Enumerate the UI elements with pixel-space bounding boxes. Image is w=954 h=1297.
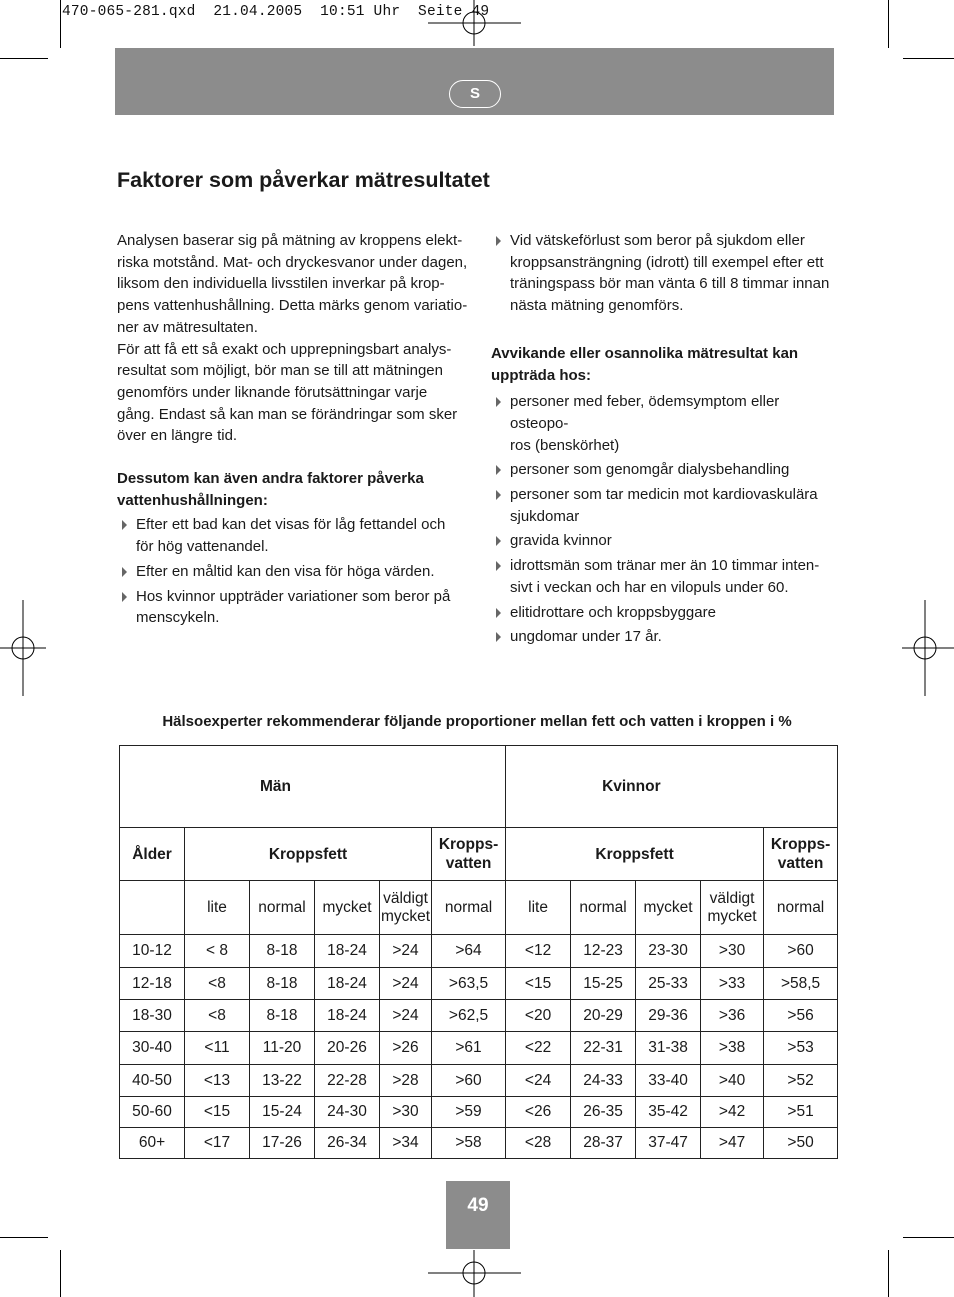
- fat-water-table: [119, 745, 838, 1159]
- table-row: [120, 1032, 838, 1065]
- subheader-very-high: väldigt mycket: [701, 881, 764, 935]
- value-cell: >42: [701, 1097, 764, 1128]
- age-cell: 18-30: [120, 1000, 185, 1032]
- value-cell: >40: [701, 1065, 764, 1097]
- bullet-triangle-icon: [496, 536, 501, 546]
- value-cell: >51: [764, 1097, 838, 1128]
- value-cell: 8-18: [250, 935, 315, 968]
- language-badge: S: [449, 80, 501, 108]
- value-cell: >63,5: [432, 968, 506, 1000]
- bullet-triangle-icon: [122, 592, 127, 602]
- value-cell: >30: [380, 1097, 432, 1128]
- subheader-water-normal: normal: [432, 881, 506, 935]
- age-header: Ålder: [120, 828, 185, 881]
- list-item: idrottsmän som tränar mer än 10 timmar inten- sivt i veckan och har en vilopuls under 60.: [491, 555, 841, 598]
- value-cell: >36: [701, 1000, 764, 1032]
- subheader-low: lite: [506, 881, 571, 935]
- bullet-triangle-icon: [496, 632, 501, 642]
- list-item: personer som genomgår dialysbehandling: [491, 459, 841, 481]
- accuracy-paragraph: För att få ett så exakt och upprepningsbart analys- resultat som möjligt, bör man se till att mätningen genomförs under liknande förutsättningar varje gång. Endast så kan man se förändringar som sker över en längre tid.: [117, 340, 458, 445]
- age-cell: 50-60: [120, 1097, 185, 1128]
- value-cell: 8-18: [250, 968, 315, 1000]
- value-cell: 20-29: [571, 1000, 636, 1032]
- value-cell: >47: [701, 1128, 764, 1159]
- value-cell: 26-34: [315, 1128, 380, 1159]
- page-title: Faktorer som påverkar mätresultatet: [117, 168, 490, 192]
- subheader-low: lite: [185, 881, 250, 935]
- bullet-triangle-icon: [122, 520, 127, 530]
- value-cell: 15-25: [571, 968, 636, 1000]
- value-cell: >53: [764, 1032, 838, 1065]
- value-cell: 23-30: [636, 935, 701, 968]
- value-cell: <12: [506, 935, 571, 968]
- value-cell: >24: [380, 968, 432, 1000]
- women-header: Kvinnor: [506, 746, 838, 828]
- list-item: gravida kvinnor: [491, 530, 841, 552]
- subheader-high: mycket: [315, 881, 380, 935]
- value-cell: 35-42: [636, 1097, 701, 1128]
- value-cell: <8: [185, 968, 250, 1000]
- value-cell: >50: [764, 1128, 838, 1159]
- value-cell: 28-37: [571, 1128, 636, 1159]
- value-cell: < 8: [185, 935, 250, 968]
- table-row: [120, 1128, 838, 1159]
- list-item: Hos kvinnor uppträder variationer som beror på menscykeln.: [117, 586, 477, 629]
- list-item: Vid vätskeförlust som beror på sjukdom eller kroppsansträngning (idrott) till exempel efter ett träningspass bör man vänta 6 till 8 timmar innan nästa mätning genomförs.: [491, 230, 841, 317]
- bullet-triangle-icon: [496, 490, 501, 500]
- men-header: Män: [120, 746, 506, 828]
- value-cell: <11: [185, 1032, 250, 1065]
- value-cell: 26-35: [571, 1097, 636, 1128]
- value-cell: >24: [380, 1000, 432, 1032]
- value-cell: <17: [185, 1128, 250, 1159]
- list-item: Efter ett bad kan det visas för låg fettandel och för hög vattenandel.: [117, 514, 477, 557]
- subheader-water-normal: normal: [764, 881, 838, 935]
- value-cell: >61: [432, 1032, 506, 1065]
- age-cell: 12-18: [120, 968, 185, 1000]
- value-cell: 31-38: [636, 1032, 701, 1065]
- value-cell: <15: [185, 1097, 250, 1128]
- right-column: [491, 230, 841, 651]
- value-cell: <20: [506, 1000, 571, 1032]
- factors-list: [117, 514, 477, 629]
- list-item: personer med feber, ödemsymptom eller osteopo- ros (benskörhet): [491, 391, 841, 456]
- women-bodywater-header: Kropps- vatten: [764, 828, 838, 881]
- value-cell: >60: [764, 935, 838, 968]
- bullet-triangle-icon: [496, 561, 501, 571]
- subheader-normal: normal: [250, 881, 315, 935]
- value-cell: 25-33: [636, 968, 701, 1000]
- value-cell: <15: [506, 968, 571, 1000]
- intro-paragraph: Analysen baserar sig på mätning av kroppens elekt- riska motstånd. Mat- och dryckesvanor under dagen, liksom den individuella livsstilen inverkar på krop- pens vattenhushållning. Detta märks genom variatio- ner av mätresultaten.: [117, 232, 468, 336]
- value-cell: >28: [380, 1065, 432, 1097]
- value-cell: >24: [380, 935, 432, 968]
- value-cell: 13-22: [250, 1065, 315, 1097]
- value-cell: >64: [432, 935, 506, 968]
- women-bodyfat-header: Kroppsfett: [506, 828, 764, 881]
- table-row: [120, 1000, 838, 1032]
- value-cell: 11-20: [250, 1032, 315, 1065]
- deviating-results-subheading: Avvikande eller osannolika mätresultat kan uppträda hos:: [491, 344, 799, 384]
- factors-subheading: Dessutom kan även andra faktorer påverka vattenhushållningen:: [117, 470, 424, 509]
- value-cell: >33: [701, 968, 764, 1000]
- value-cell: >30: [701, 935, 764, 968]
- value-cell: 24-30: [315, 1097, 380, 1128]
- value-cell: <22: [506, 1032, 571, 1065]
- bullet-triangle-icon: [496, 465, 501, 475]
- age-cell: 30-40: [120, 1032, 185, 1065]
- value-cell: >52: [764, 1065, 838, 1097]
- age-subheader-empty: [120, 881, 185, 935]
- value-cell: >26: [380, 1032, 432, 1065]
- value-cell: >34: [380, 1128, 432, 1159]
- age-cell: 40-50: [120, 1065, 185, 1097]
- list-item: ungdomar under 17 år.: [491, 626, 841, 648]
- value-cell: 17-26: [250, 1128, 315, 1159]
- print-slug: 470-065-281.qxd 21.04.2005 10:51 Uhr Seite 49: [62, 4, 490, 20]
- fluid-loss-list: [491, 230, 841, 317]
- bullet-triangle-icon: [122, 567, 127, 577]
- value-cell: 20-26: [315, 1032, 380, 1065]
- value-cell: 15-24: [250, 1097, 315, 1128]
- subheader-normal: normal: [571, 881, 636, 935]
- list-item: Efter en måltid kan den visa för höga värden.: [117, 561, 477, 583]
- value-cell: 22-28: [315, 1065, 380, 1097]
- page-number: 49: [446, 1181, 510, 1249]
- table-row: [120, 1097, 838, 1128]
- value-cell: 37-47: [636, 1128, 701, 1159]
- table-row: [120, 1065, 838, 1097]
- list-item: personer som tar medicin mot kardiovaskulära sjukdomar: [491, 484, 841, 527]
- men-bodywater-header: Kropps- vatten: [432, 828, 506, 881]
- subheader-high: mycket: [636, 881, 701, 935]
- value-cell: >60: [432, 1065, 506, 1097]
- deviating-results-list: [491, 391, 841, 648]
- value-cell: <26: [506, 1097, 571, 1128]
- value-cell: 18-24: [315, 968, 380, 1000]
- value-cell: >62,5: [432, 1000, 506, 1032]
- bullet-triangle-icon: [496, 608, 501, 618]
- value-cell: >56: [764, 1000, 838, 1032]
- value-cell: <13: [185, 1065, 250, 1097]
- value-cell: >38: [701, 1032, 764, 1065]
- value-cell: 22-31: [571, 1032, 636, 1065]
- left-column: [117, 230, 477, 632]
- value-cell: 18-24: [315, 935, 380, 968]
- value-cell: <8: [185, 1000, 250, 1032]
- table-row: [120, 935, 838, 968]
- men-bodyfat-header: Kroppsfett: [185, 828, 432, 881]
- value-cell: 24-33: [571, 1065, 636, 1097]
- value-cell: <24: [506, 1065, 571, 1097]
- bullet-triangle-icon: [496, 397, 501, 407]
- value-cell: >58,5: [764, 968, 838, 1000]
- value-cell: 29-36: [636, 1000, 701, 1032]
- value-cell: <28: [506, 1128, 571, 1159]
- table-caption: Hälsoexperter rekommenderar följande proportioner mellan fett och vatten i kroppen i %: [162, 713, 792, 730]
- value-cell: >58: [432, 1128, 506, 1159]
- value-cell: 12-23: [571, 935, 636, 968]
- list-item: elitidrottare och kroppsbyggare: [491, 602, 841, 624]
- subheader-very-high: väldigt mycket: [380, 881, 432, 935]
- value-cell: 18-24: [315, 1000, 380, 1032]
- age-cell: 10-12: [120, 935, 185, 968]
- bullet-triangle-icon: [496, 236, 501, 246]
- value-cell: 8-18: [250, 1000, 315, 1032]
- age-cell: 60+: [120, 1128, 185, 1159]
- value-cell: >59: [432, 1097, 506, 1128]
- value-cell: 33-40: [636, 1065, 701, 1097]
- table-row: [120, 968, 838, 1000]
